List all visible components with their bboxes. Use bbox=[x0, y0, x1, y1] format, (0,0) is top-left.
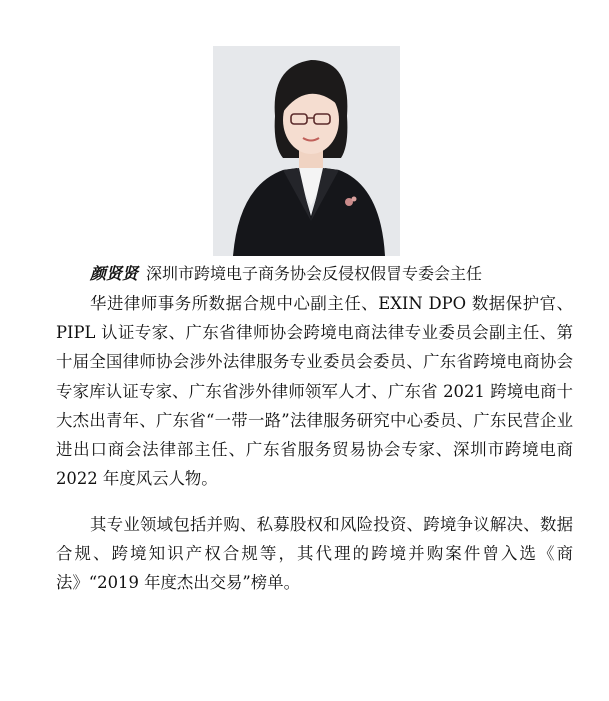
person-name: 颜贤贤 bbox=[90, 264, 139, 283]
expertise-paragraph: 其专业领域包括并购、私募股权和风险投资、跨境争议解决、数据合规、跨境知识产权合规等，其代理的跨境并购案件曾入选《商法》“2019 年度杰出交易”榜单。 bbox=[56, 515, 573, 593]
profile-heading bbox=[90, 262, 482, 286]
portrait-illustration bbox=[213, 46, 400, 256]
profile-photo bbox=[213, 46, 400, 256]
bio-paragraph: 华进律师事务所数据合规中心副主任、EXIN DPO 数据保护官、PIPL 认证专家、广东省律师协会跨境电商法律专业委员会副主任、第十届全国律师协会涉外法律服务专业委员会委员、广东省跨境电商协会专家库认证专家、广东省涉外律师领军人才、广东省 2021 跨境电商十大杰出青年、广东省“一带一路”法律服务研究中心委员、广东民营企业进出口商会法律部主任、广东省服务贸易协会专家、深圳市跨境电商 2022 年度风云人物。 bbox=[56, 294, 573, 489]
person-title: 深圳市跨境电子商务协会反侵权假冒专委会主任 bbox=[146, 264, 483, 283]
